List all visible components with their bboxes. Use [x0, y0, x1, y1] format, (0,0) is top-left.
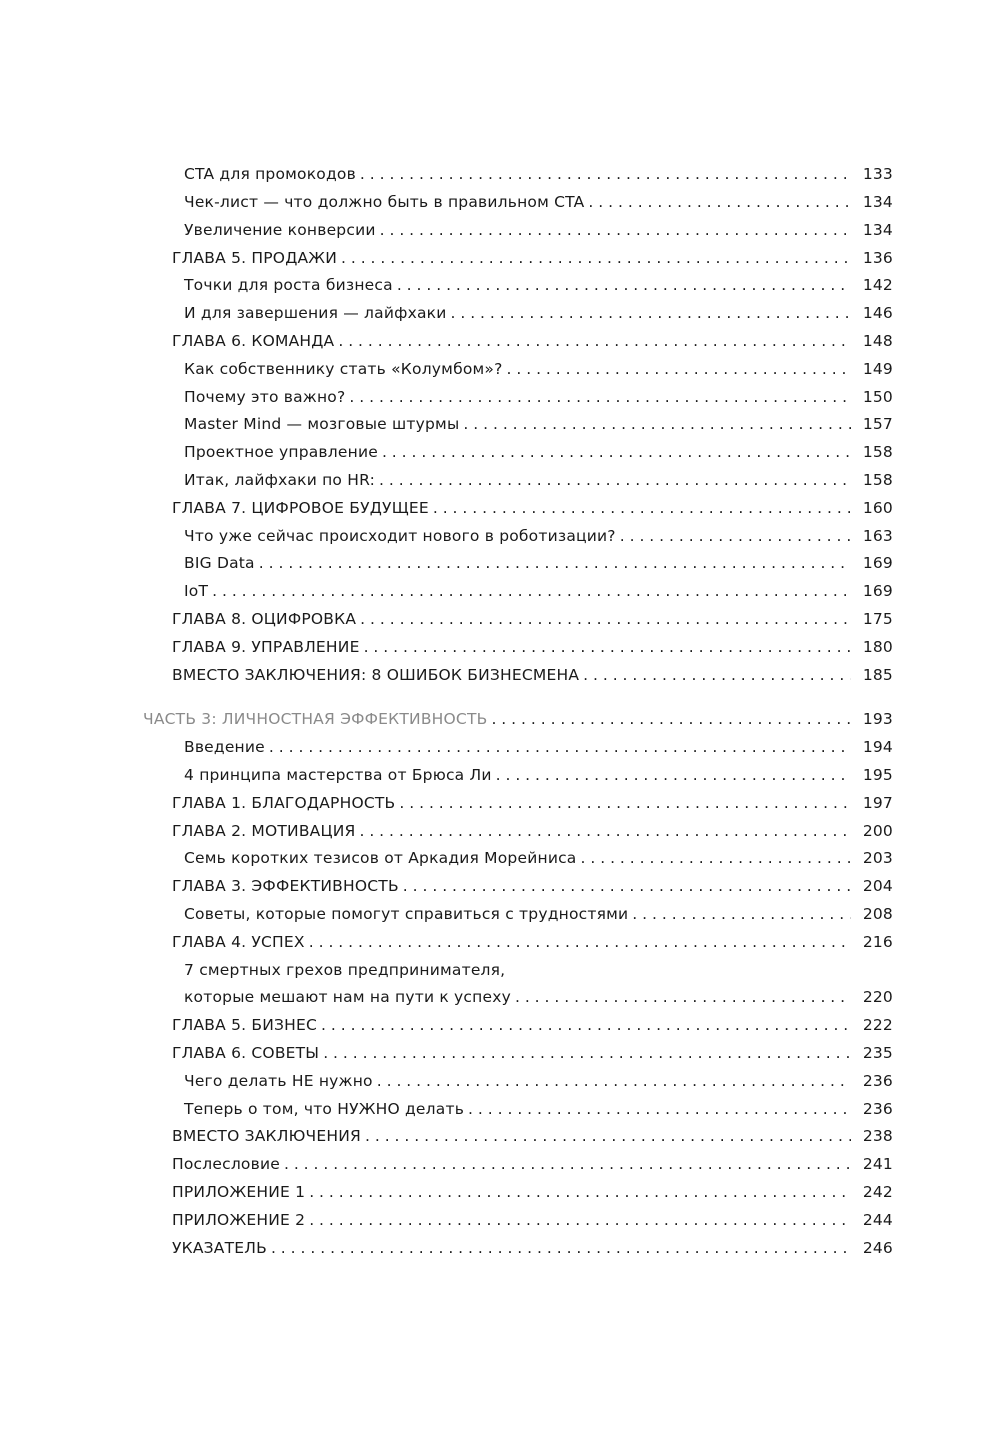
toc-entry-page: 241 — [862, 1155, 893, 1174]
toc-entry-title: ГЛАВА 1. БЛАГОДАРНОСТЬ — [172, 793, 396, 812]
dot-leader — [588, 195, 851, 211]
toc-entry-page: 169 — [862, 582, 893, 601]
toc-entry-title: ГЛАВА 2. МОТИВАЦИЯ — [172, 821, 356, 840]
toc-chapter[interactable] — [0, 1121, 987, 1149]
toc-entry[interactable] — [0, 159, 987, 187]
toc-entry-page: 195 — [862, 766, 893, 785]
dot-leader — [341, 251, 851, 267]
toc-entry-page: 246 — [862, 1238, 893, 1257]
table-of-contents — [0, 159, 987, 1260]
dot-leader — [581, 851, 851, 867]
toc-chapter[interactable] — [0, 1149, 987, 1177]
toc-entry-page: 148 — [862, 332, 893, 351]
toc-chapter[interactable] — [0, 871, 987, 899]
toc-entry[interactable] — [0, 576, 987, 604]
toc-entry[interactable] — [0, 354, 987, 382]
toc-chapter[interactable] — [0, 1010, 987, 1038]
toc-entry-page: 158 — [862, 443, 893, 462]
dot-leader — [468, 1102, 851, 1118]
dot-leader — [212, 584, 851, 600]
toc-entry-page: 236 — [862, 1071, 893, 1090]
toc-entry[interactable] — [0, 899, 987, 927]
dot-leader — [309, 935, 851, 951]
toc-entry-title: BIG Data — [184, 554, 255, 573]
toc-entry-page: 235 — [862, 1044, 893, 1062]
dot-leader — [403, 879, 851, 895]
toc-entry-page: 185 — [862, 665, 893, 684]
dot-leader — [360, 167, 851, 183]
dot-leader — [620, 529, 851, 545]
toc-entry-title: ГЛАВА 3. ЭФФЕКТИВНОСТЬ — [172, 877, 399, 896]
toc-entry-title: ВМЕСТО ЗАКЛЮЧЕНИЯ: 8 ОШИБОК БИЗНЕСМЕНА — [172, 665, 580, 684]
dot-leader — [259, 556, 851, 572]
toc-chapter[interactable] — [0, 1177, 987, 1205]
toc-entry-page: 133 — [862, 165, 893, 184]
dot-leader — [323, 1046, 851, 1062]
toc-entry[interactable] — [0, 1093, 987, 1121]
toc-entry[interactable] — [0, 215, 987, 243]
dot-leader — [379, 473, 851, 489]
toc-entry-title: Введение — [184, 738, 265, 757]
toc-chapter[interactable] — [0, 1232, 987, 1260]
toc-chapter[interactable] — [0, 1038, 987, 1066]
toc-entry-title: ГЛАВА 5. БИЗНЕС — [172, 1016, 318, 1035]
toc-entry[interactable] — [0, 843, 987, 871]
toc-entry-title: ГЛАВА 6. КОМАНДА — [172, 332, 335, 351]
toc-entry-title: Как собственнику стать «Колумбом»? — [184, 359, 503, 378]
toc-entry[interactable] — [0, 732, 987, 760]
dot-leader — [463, 417, 851, 433]
toc-chapter[interactable] — [0, 632, 987, 660]
toc-entry[interactable] — [0, 982, 987, 1010]
toc-entry-title: Итак, лайфхаки по HR: — [184, 471, 376, 490]
toc-entry-page: 208 — [862, 905, 893, 924]
dot-leader — [284, 1157, 851, 1173]
toc-chapter[interactable] — [0, 815, 987, 843]
toc-entry-title: ЧАСТЬ 3: ЛИЧНОСТНАЯ ЭФФЕКТИВНОСТЬ — [143, 710, 488, 729]
toc-chapter[interactable] — [0, 242, 987, 270]
toc-entry-page: 160 — [862, 498, 893, 517]
dot-leader — [491, 712, 851, 728]
toc-entry-title: И для завершения — лайфхаки — [184, 304, 447, 323]
toc-entry[interactable] — [0, 437, 987, 465]
toc-entry-title: ГЛАВА 5. ПРОДАЖИ — [172, 248, 337, 267]
toc-entry-first-line[interactable] — [0, 954, 987, 982]
toc-entry-title: Послесловие — [172, 1155, 280, 1174]
toc-entry-title: 4 принципа мастерства от Брюса Ли — [184, 766, 492, 785]
toc-entry-title: Увеличение конверсии — [184, 220, 376, 239]
dot-leader — [309, 1185, 851, 1201]
toc-entry-page: 204 — [862, 877, 893, 896]
dot-leader — [377, 1074, 851, 1090]
toc-entry-page: 203 — [862, 849, 893, 868]
toc-entry[interactable] — [0, 760, 987, 788]
toc-entry-title: Чего делать НЕ нужно — [184, 1071, 373, 1090]
toc-chapter[interactable] — [0, 788, 987, 816]
toc-entry-page: 242 — [862, 1182, 893, 1201]
toc-entry-page: 216 — [862, 932, 893, 951]
toc-entry-title: Чек-лист — что должно быть в правильном CTA — [184, 193, 585, 212]
toc-entry-page: 175 — [862, 610, 893, 629]
dot-leader — [507, 362, 851, 378]
dot-leader — [365, 1129, 851, 1145]
toc-entry-page: 238 — [862, 1127, 893, 1146]
toc-entry-page: 146 — [862, 304, 893, 323]
dot-leader — [451, 306, 852, 322]
toc-entry-page: 157 — [862, 415, 893, 434]
toc-entry[interactable] — [0, 381, 987, 409]
toc-entry-title: IoT — [184, 582, 209, 601]
toc-chapter[interactable] — [0, 493, 987, 521]
toc-entry-page: 236 — [862, 1099, 893, 1118]
dot-leader — [338, 334, 851, 350]
toc-entry-page: 193 — [862, 710, 893, 729]
dot-leader — [399, 796, 851, 812]
dot-leader — [360, 612, 851, 628]
toc-entry-title: CTA для промокодов — [184, 165, 356, 184]
toc-chapter[interactable] — [0, 659, 987, 687]
toc-entry-title: УКАЗАТЕЛЬ — [172, 1238, 267, 1257]
toc-entry-title: ПРИЛОЖЕНИЕ 2 — [172, 1210, 306, 1229]
toc-entry-page: 134 — [862, 193, 893, 212]
toc-entry-title: ГЛАВА 4. УСПЕХ — [172, 932, 305, 951]
dot-leader — [632, 907, 851, 923]
toc-entry[interactable] — [0, 409, 987, 437]
toc-entry-title: Семь коротких тезисов от Аркадия Морейниса — [184, 849, 577, 868]
dot-leader — [359, 824, 851, 840]
dot-leader — [583, 668, 851, 684]
toc-entry[interactable] — [0, 465, 987, 493]
toc-entry[interactable] — [0, 520, 987, 548]
toc-chapter[interactable] — [0, 1204, 987, 1232]
toc-entry-title: Теперь о том, что НУЖНО делать — [184, 1099, 465, 1118]
dot-leader — [397, 278, 851, 294]
toc-entry-page: 200 — [862, 821, 893, 840]
toc-entry-page: 222 — [862, 1016, 893, 1035]
toc-chapter[interactable] — [0, 927, 987, 955]
dot-leader — [364, 640, 851, 656]
toc-entry-title: ПРИЛОЖЕНИЕ 1 — [172, 1182, 306, 1201]
toc-entry-title: которые мешают нам на пути к успеху — [184, 988, 511, 1007]
toc-entry-title: ГЛАВА 8. ОЦИФРОВКА — [172, 610, 357, 629]
toc-chapter[interactable] — [0, 326, 987, 354]
toc-entry-page: 134 — [862, 220, 893, 239]
toc-entry-title: Советы, которые помогут справиться с трудностями — [184, 905, 629, 924]
toc-entry-page: 163 — [862, 526, 893, 545]
toc-entry[interactable] — [0, 298, 987, 326]
dot-leader — [515, 990, 851, 1006]
toc-entry-page: 194 — [862, 738, 893, 757]
toc-entry[interactable] — [0, 270, 987, 298]
dot-leader — [321, 1018, 851, 1034]
toc-entry-page: 150 — [862, 387, 893, 406]
toc-entry-title: ГЛАВА 9. УПРАВЛЕНИЕ — [172, 637, 360, 656]
toc-entry-page: 180 — [862, 637, 893, 656]
dot-leader — [269, 740, 851, 756]
dot-leader — [382, 445, 851, 461]
toc-entry-page: 220 — [862, 988, 893, 1007]
toc-entry-page: 158 — [862, 471, 893, 490]
toc-entry[interactable] — [0, 187, 987, 215]
toc-entry-title: 7 смертных грехов предпринимателя, — [184, 960, 506, 979]
toc-part-heading[interactable] — [0, 704, 987, 732]
toc-entry-title: ГЛАВА 7. ЦИФРОВОЕ БУДУЩЕЕ — [172, 498, 429, 517]
toc-entry-page: 169 — [862, 554, 893, 573]
toc-entry[interactable] — [0, 1066, 987, 1094]
dot-leader — [433, 501, 851, 517]
toc-entry-page: 142 — [862, 276, 893, 295]
dot-leader — [271, 1241, 851, 1257]
toc-entry-title: ВМЕСТО ЗАКЛЮЧЕНИЯ — [172, 1127, 361, 1146]
dot-leader — [349, 390, 851, 406]
toc-entry-title: Что уже сейчас происходит нового в роботизации? — [184, 526, 616, 545]
toc-entry-title: Master Mind — мозговые штурмы — [184, 415, 460, 434]
dot-leader — [380, 223, 851, 239]
dot-leader — [309, 1213, 851, 1229]
toc-entry[interactable] — [0, 548, 987, 576]
toc-entry-title: Точки для роста бизнеса — [184, 276, 393, 295]
toc-entry-title: ГЛАВА 6. СОВЕТЫ — [172, 1044, 320, 1062]
toc-entry-page: 244 — [862, 1210, 893, 1229]
toc-entry-page: 197 — [862, 793, 893, 812]
toc-entry-title: Почему это важно? — [184, 387, 346, 406]
toc-entry-page: 149 — [862, 359, 893, 378]
dot-leader — [496, 768, 851, 784]
toc-entry-title: Проектное управление — [184, 443, 378, 462]
toc-chapter[interactable] — [0, 604, 987, 632]
toc-entry-page: 136 — [862, 248, 893, 267]
